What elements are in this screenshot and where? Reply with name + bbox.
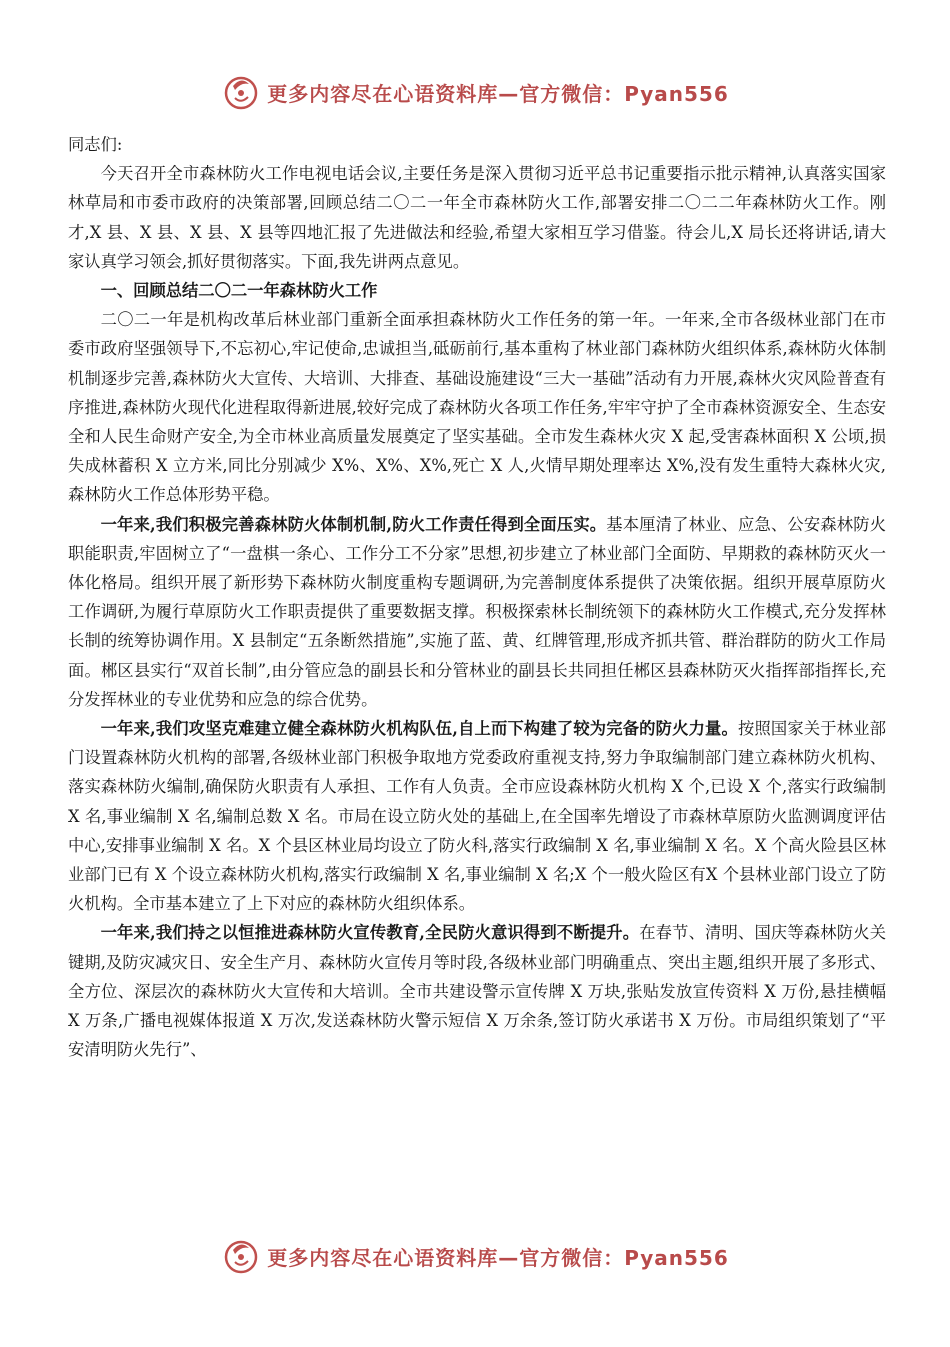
point-3-lead: 一年来,我们持之以恒推进森林防火宣传教育,全民防火意识得到不断提升。	[100, 923, 640, 943]
point-1-lead: 一年来,我们积极完善森林防火体制机制,防火工作责任得到全面压实。	[100, 514, 607, 534]
salutation: 同志们:	[68, 135, 123, 154]
point-2-paragraph	[68, 714, 886, 918]
watermark-text: 更多内容尽在心语资料库—官方微信：Pyan556	[267, 81, 729, 106]
section-1-paragraph: 二〇二一年是机构改革后林业部门重新全面承担森林防火工作任务的第一年。一年来,全市各级林业部门在市委市政府坚强领导下,不忘初心,牢记使命,忠诚担当,砥砺前行,基本重构了林业部门森林防火组织体系,森林防火体制机制逐步完善,森林防火大宣传、大培训、大排查、基础设施建设“三大一基础”活动有力开展,森林火灾风险普查有序推进,森林防火现代化进程取得新进展,较好完成了森林防火各项工作任务,牢牢守护了全市森林资源安全、生态安全和人民生命财产安全,为全市林业高质量发展奠定了坚实基础。全市发生森林火灾 X 起,受害森林面积 X 公顷,损失成林蓄积 X 立方米,同比分别减少 X%、X%、X%,死亡 X 人,火情早期处理率达 X%,没有发生重特大森林火灾,森林防火工作总体形势平稳。	[68, 310, 886, 505]
watermark-footer	[0, 1236, 950, 1276]
point-2-body: 按照国家关于林业部门设置森林防火机构的部署,各级林业部门积极争取地方党委政府重视支持,努力争取编制部门建立森林防火机构、落实森林防火编制,确保防火职责有人承担、工作有人负责。全市应设森林防火机构 X 个,已设 X 个,落实行政编制 X 名,事业编制 X 名,编制总数 X 名。市局在设立防火处的基础上,在全国率先增设了市森林草原防火监测调度评估中心,安排事业编制 X 名。X 个县区林业局均设立了防火科,落实行政编制 X 名,事业编制 X 名。X 个高火险县区林业部门已有 X 个设立森林防火机构,落实行政编制 X 名,事业编制 X 名;X 个一般火险区有X 个县林业部门设立了防火机构。全市基本建立了上下对应的森林防火组织体系。	[68, 719, 886, 914]
section-1-heading: 一、回顾总结二〇二一年森林防火工作	[100, 281, 378, 301]
watermark-header	[0, 72, 950, 112]
point-1-paragraph	[68, 510, 886, 714]
document-body	[68, 130, 886, 1065]
xinyu-logo-icon	[221, 72, 261, 112]
point-1-body: 基本厘清了林业、应急、公安森林防火职能职责,牢固树立了“一盘棋一条心、工作分工不分家”思想,初步建立了林业部门全面防、早期救的森林防灭火一体化格局。组织开展了新形势下森林防火制度重构专题调研,为完善制度体系提供了决策依据。组织开展草原防火工作调研,为履行草原防火工作职责提供了重要数据支撑。积极探索林长制统领下的森林防火工作模式,充分发挥林长制的统筹协调作用。X 县制定“五条断然措施”,实施了蓝、黄、红牌管理,形成齐抓共管、群治群防的防火工作局面。郴区县实行“双首长制”,由分管应急的副县长和分管林业的副县长共同担任郴区县森林防灭火指挥部指挥长,充分发挥林业的专业优势和应急的综合优势。	[68, 514, 886, 709]
xinyu-logo-icon	[221, 1236, 261, 1276]
watermark-text: 更多内容尽在心语资料库—官方微信：Pyan556	[267, 1245, 729, 1270]
intro-paragraph: 今天召开全市森林防火工作电视电话会议,主要任务是深入贯彻习近平总书记重要指示批示精神,认真落实国家林草局和市委市政府的决策部署,回顾总结二〇二一年全市森林防火工作,部署安排二〇二二年森林防火工作。刚才,X 县、X 县、X 县、X 县等四地汇报了先进做法和经验,希望大家相互学习借鉴。待会儿,X 局长还将讲话,请大家认真学习领会,抓好贯彻落实。下面,我先讲两点意见。	[68, 164, 886, 271]
point-2-lead: 一年来,我们攻坚克难建立健全森林防火机构队伍,自上而下构建了较为完备的防火力量。	[100, 719, 738, 739]
point-3-body: 在春节、清明、国庆等森林防火关键期,及防灾减灾日、安全生产月、森林防火宣传月等时段,各级林业部门明确重点、突出主题,组织开展了多形式、全方位、深层次的森林防火大宣传和大培训。全市共建设警示宣传牌 X 万块,张贴发放宣传资料 X 万份,悬挂横幅 X 万条,广播电视媒体报道 X 万次,发送森林防火警示短信 X 万余条,签订防火承诺书 X 万份。市局组织策划了“平安清明防火先行”、	[68, 923, 886, 1060]
point-3-paragraph	[68, 918, 886, 1064]
